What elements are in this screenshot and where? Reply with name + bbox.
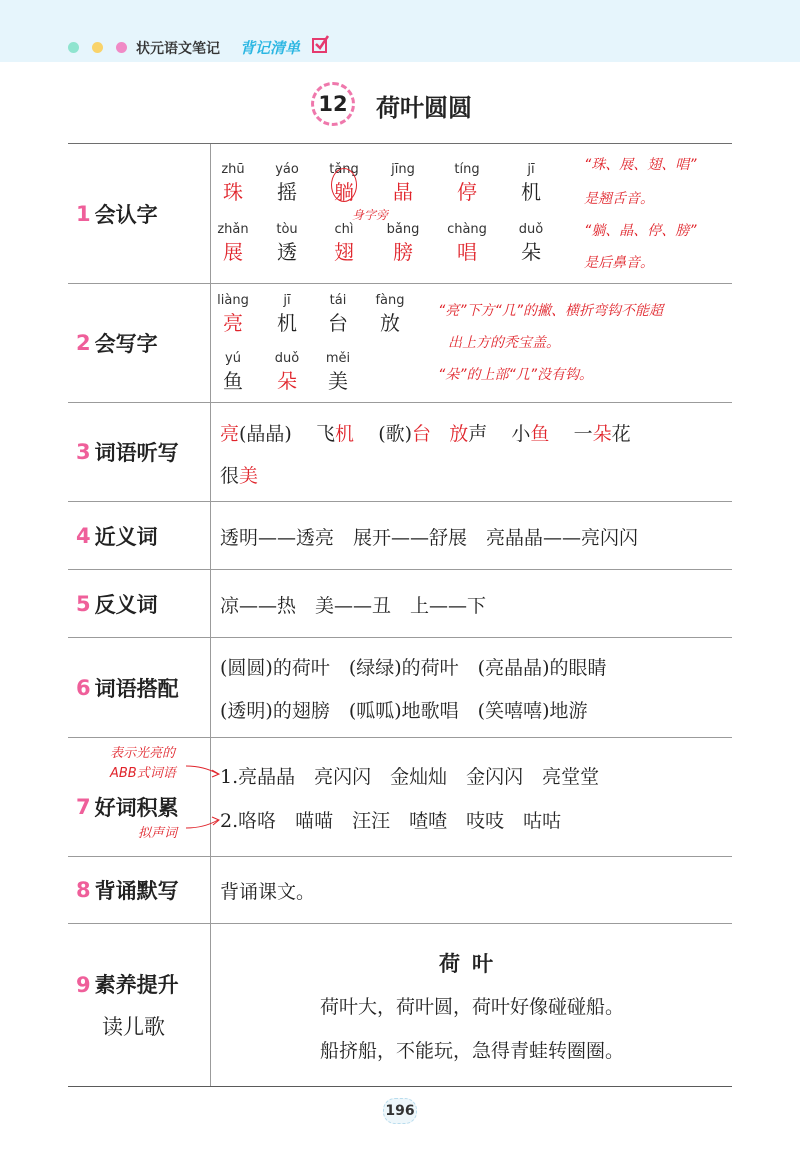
section-label: 3 词语听写 xyxy=(76,440,179,465)
antonyms-text: 凉——热 美——丑 上——下 xyxy=(220,595,487,617)
good-words-line-1: 1.亮晶晶 亮闪闪 金灿灿 金闪闪 亮堂堂 xyxy=(220,766,600,788)
section-label: 7 好词积累 xyxy=(76,795,179,820)
section-label: 4 近义词 xyxy=(76,523,158,549)
pinyin-char: bǎng 膀 xyxy=(386,222,420,264)
page-number: 196 xyxy=(383,1098,417,1124)
dictation-line-1: 亮(晶晶) 飞机 (歌)台 放声 小鱼 一朵花 xyxy=(220,423,631,445)
poem-line-2: 船挤船，不能玩，急得青蛙转圈圈。 xyxy=(319,1040,624,1062)
pinyin-char: tái 台 xyxy=(328,293,348,335)
margin-note-abb: 表示光亮的 xyxy=(110,746,176,761)
writing-note-1: “亮”下方“几”的撇、横折弯钩不能超 xyxy=(438,303,664,319)
section-sublabel: 读儿歌 xyxy=(102,1015,165,1039)
section-literacy xyxy=(68,924,732,1087)
pinyin-char: jī 机 xyxy=(277,293,297,335)
pinyin-char: chì 翅 xyxy=(334,222,354,264)
pinyin-char: tíng 停 xyxy=(454,162,480,204)
section-label: 1 会认字 xyxy=(76,201,158,227)
writing-note-2: 出上方的秃宝盖。 xyxy=(448,335,560,351)
section-write-chars xyxy=(68,284,732,403)
poem-cell xyxy=(220,924,724,1086)
section-number: 1 xyxy=(76,201,91,226)
section-collocations xyxy=(68,638,732,738)
pinyin-char: yáo 摇 xyxy=(275,162,299,204)
pinyin-char: duǒ 朵 xyxy=(274,351,300,393)
pinyin-char: tǎng 躺 xyxy=(329,162,359,204)
brand-name: 状元语文笔记 xyxy=(136,41,220,57)
recognize-chars-cell xyxy=(217,144,724,283)
section-dictation xyxy=(68,403,732,502)
pinyin-char: jī 机 xyxy=(521,162,541,204)
margin-note-abb-2: ABB式词语 xyxy=(110,766,176,781)
pinyin-char: tòu 透 xyxy=(276,222,298,264)
section-antonyms xyxy=(68,570,732,638)
dictation-line-2: 很美 xyxy=(220,465,259,487)
synonyms-text: 透明——透亮 展开——舒展 亮晶晶——亮闪闪 xyxy=(220,527,639,549)
pinyin-char: zhǎn 展 xyxy=(217,222,249,264)
checkmark-icon xyxy=(312,38,327,53)
recitation-cell xyxy=(220,857,724,923)
section-recitation xyxy=(68,857,732,924)
radical-circle-mark xyxy=(331,168,357,202)
nasal-note: “躺、晶、停、膀” xyxy=(584,223,697,239)
section-label: 8 背诵默写 xyxy=(76,878,179,903)
good-words-line-2: 2.咯咯 喵喵 汪汪 喳喳 吱吱 咕咕 xyxy=(220,810,562,832)
yellow-dot-icon xyxy=(92,42,103,53)
poem-title: 荷叶 xyxy=(439,951,505,976)
radical-note: 身字旁 xyxy=(352,208,389,222)
section-good-words xyxy=(68,738,732,857)
antonyms-cell xyxy=(220,570,724,637)
pinyin-char: liàng 亮 xyxy=(217,293,249,335)
collocation-line-2: (透明)的翅膀 (呱呱)地歌唱 (笑嘻嘻)地游 xyxy=(220,700,588,722)
dictation-cell xyxy=(220,403,724,501)
section-label: 9 素养提升 读儿歌 xyxy=(76,973,179,1039)
pinyin-char: duǒ 朵 xyxy=(518,222,544,264)
study-table xyxy=(68,143,732,1087)
section-label: 2 会写字 xyxy=(76,331,158,356)
nasal-note-2: 是后鼻音。 xyxy=(584,255,654,271)
lesson-number-badge: 12 xyxy=(311,82,355,126)
retroflex-note: “珠、展、翅、唱” xyxy=(584,157,697,173)
pinyin-char: měi 美 xyxy=(325,351,351,393)
section-label: 6 词语搭配 xyxy=(76,675,179,701)
section-synonyms xyxy=(68,502,732,570)
section-label: 5 反义词 xyxy=(76,591,158,617)
poem-line-1: 荷叶大，荷叶圆，荷叶好像碰碰船。 xyxy=(319,996,624,1018)
pinyin-char: fàng 放 xyxy=(375,293,405,335)
green-dot-icon xyxy=(68,42,79,53)
good-words-cell xyxy=(220,738,724,856)
page-title: 荷叶圆圆 xyxy=(376,94,472,122)
pinyin-char: chàng 唱 xyxy=(447,222,487,264)
writing-note-3: “朵”的上部“几”没有钩。 xyxy=(438,367,594,383)
pinyin-char: jīng 晶 xyxy=(391,162,415,204)
synonyms-cell xyxy=(220,502,724,569)
recitation-text: 背诵课文。 xyxy=(220,881,316,903)
annotation-arrows-icon xyxy=(184,760,224,835)
pinyin-char: zhū 珠 xyxy=(221,162,245,204)
pink-dot-icon xyxy=(116,42,127,53)
collocation-line-1: (圆圆)的荷叶 (绿绿)的荷叶 (亮晶晶)的眼睛 xyxy=(220,657,607,679)
section-recognize-chars xyxy=(68,144,732,284)
pinyin-char: yú 鱼 xyxy=(223,351,243,393)
retroflex-note-2: 是翘舌音。 xyxy=(584,191,654,207)
margin-note-onomatopoeia: 拟声词 xyxy=(138,826,178,841)
write-chars-cell xyxy=(217,284,724,402)
tagline: 背记清单 xyxy=(240,39,301,57)
collocations-cell xyxy=(220,638,724,737)
